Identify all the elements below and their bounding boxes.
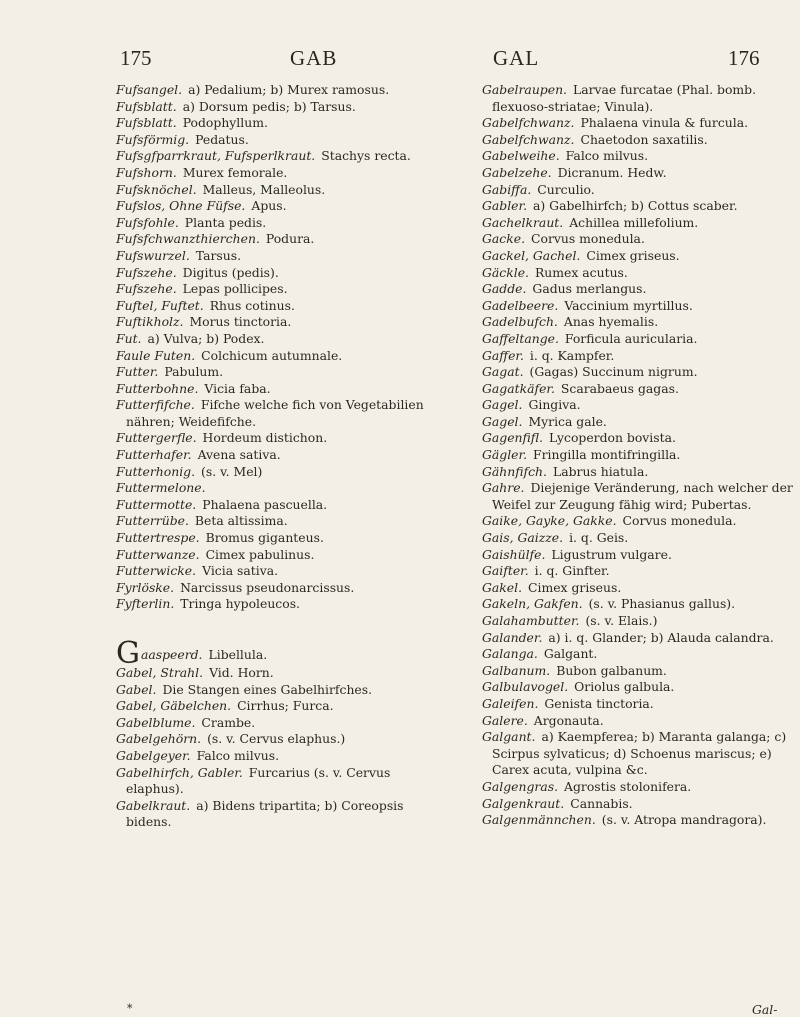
- entry: [116, 314, 438, 331]
- headword: Gagatkäfer.: [482, 380, 555, 396]
- headword: Fufshorn.: [116, 164, 177, 180]
- headword: Galgenmännchen.: [482, 812, 596, 828]
- entry: [116, 198, 438, 215]
- headword: Galere.: [482, 712, 528, 728]
- headword: Gabelfchwanz.: [482, 131, 575, 147]
- entry: [482, 82, 794, 115]
- entry: [116, 798, 438, 831]
- headword: Faule Futen.: [116, 347, 196, 363]
- definition: Tringa hypoleucos.: [180, 596, 300, 612]
- definition: Myrica gale.: [528, 413, 607, 429]
- definition: Phalaena vinula & furcula.: [580, 115, 749, 131]
- headword: Gabelweihe.: [482, 148, 560, 164]
- definition: Rhus cotinus.: [209, 297, 295, 313]
- entry: [116, 636, 438, 671]
- definition: (s. v. Mel): [201, 463, 263, 479]
- entry: [482, 248, 794, 265]
- entry: [116, 298, 438, 315]
- definition: Falco milvus.: [565, 148, 649, 164]
- headword: Galgenkraut.: [482, 795, 565, 811]
- entry: [482, 596, 794, 613]
- entry: [482, 430, 794, 447]
- entry: [116, 497, 438, 514]
- definition: Colchicum autumnale.: [201, 347, 343, 363]
- entry: [482, 513, 794, 530]
- entry: [482, 563, 794, 580]
- entry: [116, 682, 438, 699]
- headword: Fyrlöske.: [116, 579, 175, 595]
- definition: Argonauta.: [533, 712, 604, 728]
- definition: (Gagas) Succinum nigrum.: [529, 364, 698, 380]
- headword: Gäckle.: [482, 264, 529, 280]
- headword: Gais, Gaizze.: [482, 530, 564, 546]
- headword: Galgengras.: [482, 778, 559, 794]
- entry: [482, 530, 794, 547]
- definition: Vicia faba.: [204, 380, 271, 396]
- entry: [116, 148, 438, 165]
- definition: i. q. Geis.: [569, 530, 629, 546]
- headword: Gabelfchwanz.: [482, 115, 575, 131]
- headword: Fufsförmig.: [116, 131, 190, 147]
- running-head-left: GAB: [290, 46, 338, 70]
- entry: [116, 248, 438, 265]
- entry: [116, 731, 438, 748]
- definition: Phalaena pascuella.: [202, 496, 328, 512]
- entry: [116, 364, 438, 381]
- entry: [116, 397, 438, 430]
- entry: [482, 165, 794, 182]
- entry: [482, 348, 794, 365]
- definition: (s. v. Phasianus gallus).: [588, 596, 736, 612]
- entry: [482, 198, 794, 215]
- entry: [482, 646, 794, 663]
- entry: [482, 231, 794, 248]
- definition: Die Stangen eines Gabelhirfches.: [162, 681, 373, 697]
- entry: [482, 779, 794, 796]
- headword: Gakeln, Gakfen.: [482, 596, 583, 612]
- definition: Achillea millefolium.: [569, 214, 699, 230]
- headword: Gabel.: [116, 681, 157, 697]
- entry: [482, 696, 794, 713]
- entry: [482, 132, 794, 149]
- headword: Gacke.: [482, 231, 526, 247]
- entry: [482, 182, 794, 199]
- headword: Gaike, Gayke, Gakke.: [482, 513, 617, 529]
- definition: Cimex griseus.: [528, 579, 622, 595]
- drop-cap: G: [116, 636, 140, 671]
- definition: Crambe.: [201, 714, 256, 730]
- definition: Bubon galbanum.: [556, 662, 667, 678]
- entry: [482, 364, 794, 381]
- left-column: [116, 82, 438, 831]
- entry: [482, 281, 794, 298]
- headword: Gagat.: [482, 364, 524, 380]
- definition: Vid. Horn.: [209, 665, 274, 680]
- headword: Futterwanze.: [116, 546, 200, 562]
- entry: [482, 331, 794, 348]
- definition: Lepas pollicipes.: [182, 281, 288, 297]
- headword: Futterhafer.: [116, 447, 192, 463]
- entry: [482, 663, 794, 680]
- headword: Gabelgeyer.: [116, 747, 191, 763]
- entry: [116, 132, 438, 149]
- definition: Corvus monedula.: [622, 513, 737, 529]
- definition: Labrus hiatula.: [552, 463, 649, 479]
- page-number-right: 176: [728, 46, 760, 70]
- headword: Gabelraupen.: [482, 82, 567, 97]
- definition: Cirrhus; Furca.: [237, 698, 334, 714]
- entry: [116, 580, 438, 597]
- entry: [116, 563, 438, 580]
- definition: a) i. q. Glander; b) Alauda calandra.: [548, 629, 774, 645]
- definition: Forficula auricularia.: [564, 330, 698, 346]
- headword: Gabelgehörn.: [116, 731, 202, 747]
- headword: Fufszehe.: [116, 264, 177, 280]
- headword: Gakel.: [482, 579, 523, 595]
- entry: [116, 464, 438, 481]
- headword: Gaffeltange.: [482, 330, 559, 346]
- definition: Stachys recta.: [321, 148, 411, 164]
- headword: Futterfifche.: [116, 397, 195, 413]
- headword: Gabelkraut.: [116, 797, 191, 813]
- headword: Futtertrespe.: [116, 530, 200, 546]
- headword: Futtergerfle.: [116, 430, 197, 446]
- definition: Anas hyemalis.: [563, 314, 659, 330]
- definition: Fifche welche fich von Vegetabilien nähren; Weidefifche.: [126, 397, 424, 429]
- headword: Galbanum.: [482, 662, 551, 678]
- definition: Vaccinium myrtillus.: [564, 297, 693, 313]
- entry: [116, 765, 438, 798]
- entry: [482, 580, 794, 597]
- definition: Beta altissima.: [194, 513, 288, 529]
- entry: [482, 414, 794, 431]
- headword: Gahre.: [482, 480, 525, 496]
- definition: a) Vulva; b) Podex.: [147, 330, 265, 346]
- headword: Gägler.: [482, 447, 528, 463]
- entry: [116, 480, 438, 497]
- entry: [116, 281, 438, 298]
- headword: Futtermotte.: [116, 496, 197, 512]
- entry: [482, 547, 794, 564]
- definition: Lycoperdon bovista.: [549, 430, 676, 446]
- headword: Fufsangel.: [116, 82, 183, 97]
- headword: Gagenfifl.: [482, 430, 543, 446]
- entry: [482, 713, 794, 730]
- headword: Gagel.: [482, 413, 523, 429]
- definition: i. q. Ginfter.: [534, 563, 610, 579]
- entry: [482, 314, 794, 331]
- entry: [116, 665, 438, 682]
- headword: Fufszehe.: [116, 281, 177, 297]
- entry: [482, 447, 794, 464]
- headword: Gabel, Gäbelchen.: [116, 698, 232, 714]
- definition: Diejenige Veränderung, nach welcher der Weifel zur Zeugung fähig wird; Pubertas.: [492, 480, 793, 512]
- definition: Hordeum distichon.: [202, 430, 328, 446]
- definition: Murex femorale.: [182, 164, 288, 180]
- definition: a) Gabelhirfch; b) Cottus scaber.: [533, 198, 738, 214]
- entry: [482, 812, 794, 829]
- definition: Genista tinctoria.: [544, 695, 654, 711]
- entry: [482, 480, 794, 513]
- definition: Corvus monedula.: [531, 231, 645, 247]
- definition: Planta pedis.: [184, 214, 267, 230]
- entry: [482, 148, 794, 165]
- definition: i. q. Kampfer.: [529, 347, 615, 363]
- entry: [482, 397, 794, 414]
- headword: Fufsblatt.: [116, 98, 177, 114]
- definition: Avena sativa.: [197, 447, 281, 463]
- headword: Gaishülfe.: [482, 546, 546, 562]
- headword: Gadelbeere.: [482, 297, 559, 313]
- entry: [116, 231, 438, 248]
- definition: Tarsus.: [195, 247, 242, 263]
- definition: Cimex griseus.: [586, 247, 680, 263]
- headword: Fufsfchwanzthierchen.: [116, 231, 260, 247]
- bottom-mark: *: [127, 1002, 133, 1015]
- definition: Pabulum.: [164, 364, 224, 380]
- headword: Gackel, Gachel.: [482, 247, 581, 263]
- page-number-left: 175: [120, 46, 152, 70]
- definition: Morus tinctoria.: [189, 314, 292, 330]
- headword: Galbulavogel.: [482, 679, 569, 695]
- entry: [482, 265, 794, 282]
- entry: [116, 348, 438, 365]
- entry: [482, 630, 794, 647]
- entry: [116, 215, 438, 232]
- definition: Agrostis stolonifera.: [564, 778, 692, 794]
- definition: a) Pedalium; b) Murex ramosus.: [188, 82, 390, 97]
- entry: [482, 381, 794, 398]
- entry: [116, 748, 438, 765]
- definition: (s. v. Cervus elaphus.): [207, 731, 346, 747]
- definition: a) Kaempferea; b) Maranta galanga; c) Scirpus sylvaticus; d) Schoenus mariscus; e) Carex acuta, vulpina &c.: [492, 729, 787, 778]
- headword: Galander.: [482, 629, 543, 645]
- definition: Furcarius (s. v. Cervus elaphus).: [126, 764, 391, 797]
- entry: [116, 115, 438, 132]
- headword: Fufswurzel.: [116, 247, 190, 263]
- headword: Galanga.: [482, 646, 538, 662]
- definition: Rumex acutus.: [534, 264, 628, 280]
- definition: Gingiva.: [528, 397, 581, 413]
- entry: [482, 298, 794, 315]
- entry: [116, 165, 438, 182]
- entry: [116, 547, 438, 564]
- headword: Futterrübe.: [116, 513, 189, 529]
- definition: Narcissus pseudonarcissus.: [180, 579, 355, 595]
- definition: Pedatus.: [195, 131, 249, 147]
- headword: Gabelblume.: [116, 714, 196, 730]
- entry: [116, 99, 438, 116]
- entry: [116, 596, 438, 613]
- entry: [482, 679, 794, 696]
- entry: [482, 729, 794, 779]
- headword: Fufsfohle.: [116, 214, 179, 230]
- headword: Gachelkraut.: [482, 214, 564, 230]
- entry: [116, 82, 438, 99]
- definition: Dicranum. Hedw.: [557, 164, 667, 180]
- headword: Gaffer.: [482, 347, 524, 363]
- definition: Galgant.: [543, 646, 598, 662]
- headword: Futtermelone.: [116, 480, 206, 496]
- headword: aaspeerd.: [140, 647, 203, 662]
- headword: Futterwicke.: [116, 563, 197, 579]
- entry: [482, 464, 794, 481]
- running-head-right: GAL: [493, 46, 540, 70]
- headword: Gaifter.: [482, 563, 529, 579]
- definition: Podura.: [265, 231, 315, 247]
- definition: Fringilla montifringilla.: [533, 447, 681, 463]
- entry: [482, 115, 794, 132]
- entry: [116, 182, 438, 199]
- definition: Ligustrum vulgare.: [551, 546, 672, 562]
- headword: Gabelzehe.: [482, 164, 552, 180]
- catchword: Gal-: [752, 1002, 778, 1017]
- definition: a) Bidens tripartita; b) Coreopsis bidens.: [126, 797, 404, 830]
- headword: Fuftikholz.: [116, 314, 184, 330]
- headword: Gagel.: [482, 397, 523, 413]
- headword: Gabel, Strahl.: [116, 665, 204, 680]
- headword: Futterhonig.: [116, 463, 196, 479]
- entry: [116, 715, 438, 732]
- definition: Bromus giganteus.: [205, 530, 324, 546]
- entry: [116, 430, 438, 447]
- definition: Malleus, Malleolus.: [202, 181, 326, 197]
- entry: [116, 698, 438, 715]
- entry: [482, 215, 794, 232]
- definition: Curculio.: [537, 181, 595, 197]
- headword: Galgant.: [482, 729, 536, 745]
- headword: Fufsknöchel.: [116, 181, 197, 197]
- definition: Apus.: [251, 198, 287, 214]
- headword: Gabiffa.: [482, 181, 532, 197]
- headword: Gadelbufch.: [482, 314, 558, 330]
- definition: (s. v. Atropa mandragora).: [601, 812, 767, 828]
- headword: Futterbohne.: [116, 380, 199, 396]
- headword: Gabler.: [482, 198, 528, 214]
- entry: [116, 530, 438, 547]
- definition: a) Dorsum pedis; b) Tarsus.: [182, 98, 356, 114]
- entry: [116, 265, 438, 282]
- headword: Fufslos, Ohne Füfse.: [116, 198, 246, 214]
- definition: Digitus (pedis).: [182, 264, 279, 280]
- entry: [482, 796, 794, 813]
- headword: Galahambutter.: [482, 613, 580, 628]
- headword: Fyfterlin.: [116, 596, 175, 612]
- definition: Falco milvus.: [196, 747, 280, 763]
- headword: Gadde.: [482, 281, 527, 297]
- headword: Fuftel, Fuftet.: [116, 297, 204, 313]
- definition: Chaetodon saxatilis.: [580, 131, 708, 147]
- entry: [482, 613, 794, 630]
- headword: Gähnfifch.: [482, 463, 547, 479]
- definition: Vicia sativa.: [202, 563, 279, 579]
- definition: Cimex pabulinus.: [205, 546, 315, 562]
- headword: Fufsblatt.: [116, 115, 177, 131]
- entry: [116, 513, 438, 530]
- entry: [116, 381, 438, 398]
- headword: Fufsgfparrkraut, Fufsperlkraut.: [116, 148, 316, 164]
- definition: Oriolus galbula.: [574, 679, 675, 695]
- definition: Gadus merlangus.: [532, 281, 647, 297]
- entry: [116, 447, 438, 464]
- entry: [116, 331, 438, 348]
- headword: Futter.: [116, 364, 159, 380]
- definition: Podophyllum.: [182, 115, 268, 131]
- right-column: [482, 82, 794, 829]
- headword: Gabelhirfch, Gabler.: [116, 764, 243, 780]
- definition: Scarabaeus gagas.: [560, 380, 679, 396]
- definition: Libellula.: [208, 647, 268, 662]
- headword: Fut.: [116, 330, 142, 346]
- headword: Galeifen.: [482, 695, 539, 711]
- definition: Cannabis.: [570, 795, 633, 811]
- definition: Larvae furcatae (Phal. bomb. flexuoso-striatae; Vinula).: [492, 82, 757, 114]
- definition: (s. v. Elais.): [585, 613, 658, 628]
